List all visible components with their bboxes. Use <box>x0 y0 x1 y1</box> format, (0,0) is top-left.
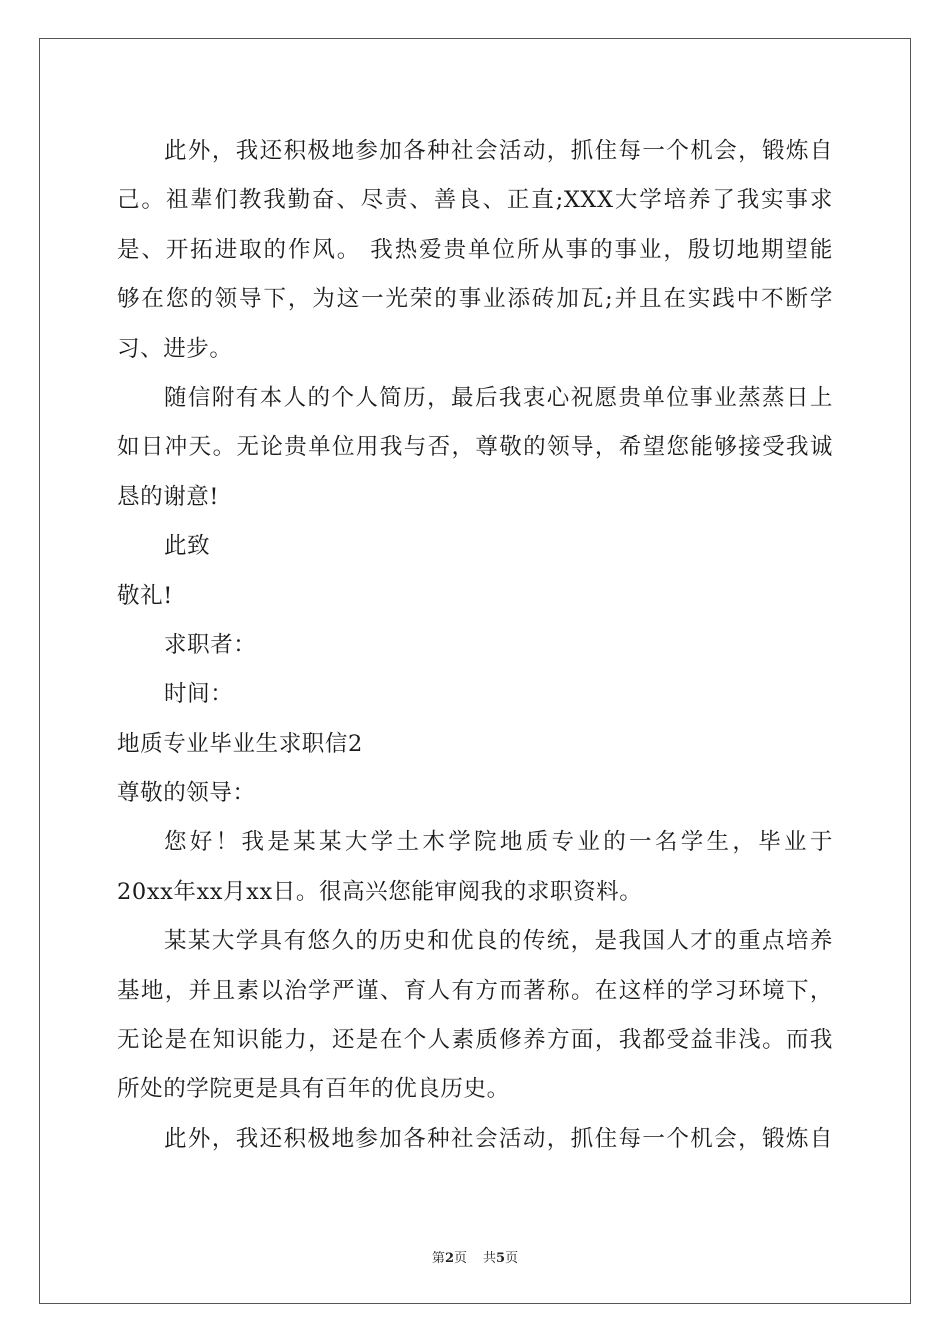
paragraph-line: 此外，我还积极地参加各种社会活动，抓住每一个机会，锻炼自 <box>164 1125 833 1152</box>
total-suffix: 页 <box>505 1251 519 1266</box>
paragraph-line: 您好！我是某某大学土木学院地质专业的一名学生，毕业于 <box>164 829 833 856</box>
paragraph-line: 够在您的领导下，为这一光荣的事业添砖加瓦;并且在实践中不断学 <box>117 286 833 313</box>
signature-date: 时间： <box>164 681 234 708</box>
paragraph-line: 基地，并且素以治学严谨、育人有方而著称。在这样的学习环境下， <box>117 977 833 1004</box>
paragraph-line: 是、开拓进取的作风。 我热爱贵单位所从事的事业，殷切地期望能 <box>117 236 833 263</box>
page-prefix: 第 <box>431 1251 445 1266</box>
total-prefix: 共 <box>483 1251 497 1266</box>
paragraph-line: 某某大学具有悠久的历史和优良的传统，是我国人才的重点培养 <box>164 928 833 955</box>
paragraph-line: 此外，我还积极地参加各种社会活动，抓住每一个机会，锻炼自 <box>164 138 833 164</box>
page-total: 5 <box>496 1251 506 1266</box>
closing-salutation: 此致 <box>164 533 211 560</box>
page-footer <box>0 1247 950 1266</box>
paragraph-line: 20xx年xx月xx日。很高兴您能审阅我的求职资料。 <box>117 878 643 905</box>
signature-applicant: 求职者： <box>164 631 257 658</box>
paragraph-line: 习、进步。 <box>117 335 233 362</box>
page-current: 2 <box>444 1251 454 1266</box>
closing-regards: 敬礼! <box>117 582 173 609</box>
paragraph-line: 己。祖辈们教我勤奋、尽责、善良、正直;XXX大学培养了我实事求 <box>117 187 833 214</box>
letter-greeting: 尊敬的领导： <box>117 780 256 807</box>
paragraph-line: 如日冲天。无论贵单位用我与否，尊敬的领导，希望您能够接受我诚 <box>117 434 833 461</box>
document-body <box>117 127 833 1164</box>
letter-title: 地质专业毕业生求职信2 <box>117 730 363 757</box>
page-suffix: 页 <box>453 1251 467 1266</box>
paragraph-line: 无论是在知识能力，还是在个人素质修养方面，我都受益非浅。而我 <box>117 1027 833 1054</box>
paragraph-line: 恳的谢意! <box>117 483 220 510</box>
paragraph-line: 所处的学院更是具有百年的优良历史。 <box>117 1076 510 1103</box>
paragraph-line: 随信附有本人的个人简历，最后我衷心祝愿贵单位事业蒸蒸日上 <box>164 384 833 411</box>
